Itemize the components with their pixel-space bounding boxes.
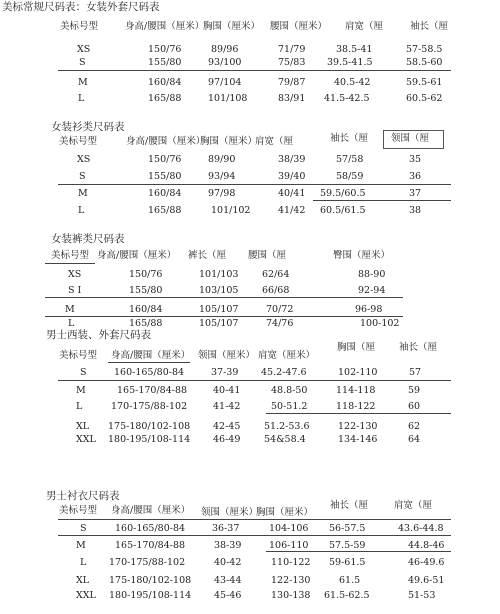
table-cell: 36-37	[212, 523, 240, 534]
table-cell: L	[76, 401, 83, 412]
section-title: 女装衫类尺码表	[51, 121, 125, 133]
column-header: 身高/腰围（厘米）	[126, 136, 206, 147]
table-cell: 62/64	[262, 269, 290, 280]
table-cell: 40.5-42	[334, 77, 371, 88]
table-cell: 60	[408, 401, 421, 412]
table-cell: 175-180/102-108	[109, 575, 192, 586]
column-header: 袖长（厘	[410, 21, 449, 32]
table-cell: 92-94	[358, 285, 386, 296]
table-cell: 160/84	[129, 304, 163, 315]
table-cell: 62	[408, 421, 421, 432]
table-cell: 93/94	[208, 171, 236, 182]
table-cell: 75/83	[278, 57, 306, 68]
table-cell: 89/90	[208, 154, 236, 165]
column-header: 袖长（厘	[330, 133, 369, 144]
table-cell: 46-49.6	[408, 557, 445, 568]
table-cell: L	[78, 205, 85, 216]
table-cell: 88-90	[358, 269, 386, 280]
column-header: 领围（厘米）	[201, 507, 259, 518]
table-cell: 44.8-46	[408, 540, 445, 551]
table-cell: 40-42	[214, 557, 242, 568]
table-rule	[45, 316, 403, 317]
table-cell: XL	[76, 421, 90, 432]
column-header: 裤长（厘	[188, 250, 227, 261]
table-cell: 101/108	[208, 93, 248, 104]
table-cell: 101/102	[211, 205, 251, 216]
table-cell: 114-118	[336, 385, 376, 396]
table-cell: 165/88	[148, 93, 182, 104]
table-rule	[266, 413, 451, 414]
column-header: 袖长（厘	[330, 500, 369, 511]
table-cell: XS	[68, 269, 82, 280]
column-header: 腰围（厘	[248, 250, 287, 261]
column-header: 臀围（厘米）	[333, 250, 391, 261]
table-cell: 170-175/88-102	[111, 401, 188, 412]
table-cell: 122-130	[271, 575, 311, 586]
table-cell: XL	[76, 575, 90, 586]
table-cell: 155/80	[129, 285, 163, 296]
table-cell: 102-110	[338, 367, 378, 378]
table-cell: 71/79	[278, 44, 306, 55]
table-cell: 56-57.5	[329, 523, 366, 534]
table-cell: 59.5-61	[406, 77, 443, 88]
table-cell: 57.5-59	[329, 540, 366, 551]
table-cell: 43-44	[214, 575, 242, 586]
table-rule	[45, 263, 95, 264]
table-cell: 170-175/88-102	[109, 557, 186, 568]
table-cell: 58.5-60	[406, 57, 443, 68]
table-cell: 165/88	[148, 205, 182, 216]
table-cell: 110-122	[271, 557, 311, 568]
table-cell: 59-61.5	[329, 557, 366, 568]
table-cell: 49.6-51	[408, 575, 445, 586]
table-cell: 93/100	[208, 57, 242, 68]
table-cell: 180-195/108-114	[108, 434, 191, 445]
column-header: 胸围（厘米）	[203, 21, 261, 32]
table-cell: S	[80, 367, 87, 378]
table-cell: 101/103	[199, 269, 239, 280]
table-cell: 60.5-62	[406, 93, 443, 104]
column-header: 领围（厘	[391, 133, 430, 144]
table-cell: 41/42	[278, 205, 306, 216]
table-cell: L	[80, 557, 87, 568]
table-cell: 134-146	[338, 434, 378, 445]
column-header: 美标号型	[59, 505, 98, 516]
table-cell: 79/87	[278, 77, 306, 88]
table-cell: 39.5-41.5	[327, 57, 373, 68]
table-cell: 51-53	[408, 590, 436, 601]
table-cell: XS	[77, 44, 91, 55]
table-cell: 38-39	[214, 540, 242, 551]
table-cell: 105/107	[199, 304, 239, 315]
table-cell: 103/105	[199, 285, 239, 296]
table-cell: 175-180/102-108	[108, 421, 191, 432]
column-header: 美标号型	[59, 136, 98, 147]
table-cell: 58/59	[336, 171, 364, 182]
table-cell: 165-170/84-88	[117, 385, 188, 396]
table-cell: 38/39	[278, 154, 306, 165]
table-cell: 97/98	[208, 188, 236, 199]
table-cell: 57/58	[336, 154, 364, 165]
table-cell: XXL	[76, 434, 96, 445]
table-cell: M	[78, 188, 88, 199]
column-header: 美标号型	[59, 350, 98, 361]
table-rule	[58, 535, 451, 536]
section-title: 美标常规尺码表：女装外套尺码表	[2, 1, 160, 13]
table-cell: 105/107	[199, 318, 239, 329]
table-cell: 36	[409, 171, 422, 182]
table-cell: 41-42	[213, 401, 241, 412]
table-cell: S	[80, 523, 87, 534]
table-cell: 51.2-53.6	[264, 421, 310, 432]
column-header: 身高/腰围（厘米）	[97, 250, 177, 261]
table-rule	[266, 551, 451, 552]
column-header: 腰围（厘米）	[270, 21, 328, 32]
table-cell: 160-165/80-84	[115, 523, 186, 534]
column-header: 身高/腰围（厘米）	[111, 505, 191, 516]
table-cell: 61.5	[339, 575, 361, 586]
table-rule	[58, 70, 451, 71]
table-cell: 39/40	[278, 171, 306, 182]
table-cell: 42-45	[213, 421, 241, 432]
table-cell: 118-122	[336, 401, 376, 412]
section-title: 女装裤类尺码表	[51, 233, 125, 245]
column-header: 身高/腰围（厘米）	[125, 21, 205, 32]
table-cell: 48.8-50	[271, 385, 308, 396]
table-cell: 160-165/80-84	[114, 367, 185, 378]
table-cell: S	[79, 171, 86, 182]
table-rule	[45, 297, 403, 298]
column-header: 肩宽（厘米）	[258, 350, 316, 361]
table-cell: 100-102	[360, 318, 400, 329]
table-cell: 61.5-62.5	[324, 590, 370, 601]
table-cell: 122-130	[338, 421, 378, 432]
table-cell: L	[68, 318, 75, 329]
column-header: 领围（厘米）	[198, 350, 256, 361]
table-cell: XXL	[76, 590, 96, 601]
table-rule	[108, 362, 190, 363]
table-cell: 150/76	[129, 269, 163, 280]
section-title: 男士衬衣尺码表	[46, 490, 120, 502]
table-cell: 89/96	[211, 44, 239, 55]
table-cell: XS	[77, 154, 91, 165]
column-header: 肩宽（厘	[345, 21, 384, 32]
column-header: 肩宽（厘	[255, 136, 294, 147]
table-cell: 43.6-44.8	[398, 523, 444, 534]
table-cell: S	[79, 57, 86, 68]
table-cell: 46-49	[213, 434, 241, 445]
column-header: 身高/腰围（厘米）	[111, 350, 191, 361]
table-cell: 155/80	[148, 171, 182, 182]
table-cell: 150/76	[148, 44, 182, 55]
table-cell: 150/76	[148, 154, 182, 165]
table-cell: 165/88	[129, 318, 163, 329]
table-cell: 64	[408, 434, 421, 445]
column-header: 胸围（厘米）	[256, 507, 314, 518]
table-cell: 70/72	[266, 304, 294, 315]
table-cell: 50-51.2	[271, 401, 308, 412]
table-cell: 104-106	[269, 523, 309, 534]
table-cell: 40-41	[213, 385, 241, 396]
table-cell: 57-58.5	[406, 44, 443, 55]
table-cell: 96-98	[355, 304, 383, 315]
table-cell: 74/76	[266, 318, 294, 329]
table-cell: M	[76, 540, 86, 551]
table-cell: 97/104	[208, 77, 242, 88]
table-rule	[313, 200, 451, 201]
table-cell: 155/80	[148, 57, 182, 68]
table-cell: 57	[409, 367, 422, 378]
table-cell: 59.5/60.5	[320, 188, 366, 199]
table-cell: M	[65, 304, 75, 315]
table-cell: 83/91	[278, 93, 306, 104]
table-cell: 180-195/108-114	[109, 590, 192, 601]
table-cell: 45.2-47.6	[261, 367, 307, 378]
table-cell: L	[78, 93, 85, 104]
table-rule	[58, 519, 451, 520]
table-cell: 38	[409, 205, 422, 216]
table-cell: 160/84	[148, 77, 182, 88]
table-cell: S I	[68, 285, 82, 296]
table-cell: 37-39	[211, 367, 239, 378]
column-header: 袖长（厘	[399, 342, 438, 353]
table-cell: 54&58.4	[264, 434, 306, 445]
column-header: 美标号型	[60, 21, 99, 32]
section-title: 男士西装、外套尺码表	[46, 329, 151, 341]
table-cell: 59	[408, 385, 421, 396]
column-header: 胸围（厘	[337, 342, 376, 353]
table-cell: 38.5-41	[336, 44, 373, 55]
table-cell: 40/41	[278, 188, 306, 199]
table-rule	[58, 184, 451, 185]
table-cell: 130-138	[271, 590, 311, 601]
table-cell: 106-110	[269, 540, 309, 551]
table-cell: 160/84	[148, 188, 182, 199]
column-header: 胸围（厘米）	[200, 136, 258, 147]
table-cell: 66/68	[262, 285, 290, 296]
table-cell: 60.5/61.5	[320, 205, 366, 216]
column-header: 肩宽（厘	[394, 500, 433, 511]
table-cell: 45-46	[214, 590, 242, 601]
table-cell: 41.5-42.5	[324, 93, 370, 104]
table-cell: M	[76, 385, 86, 396]
table-cell: 165-170/84-88	[115, 540, 186, 551]
column-header: 美标号型	[51, 250, 90, 261]
table-rule	[58, 380, 451, 381]
table-cell: 37	[409, 188, 422, 199]
table-cell: M	[78, 77, 88, 88]
table-cell: 35	[409, 154, 422, 165]
